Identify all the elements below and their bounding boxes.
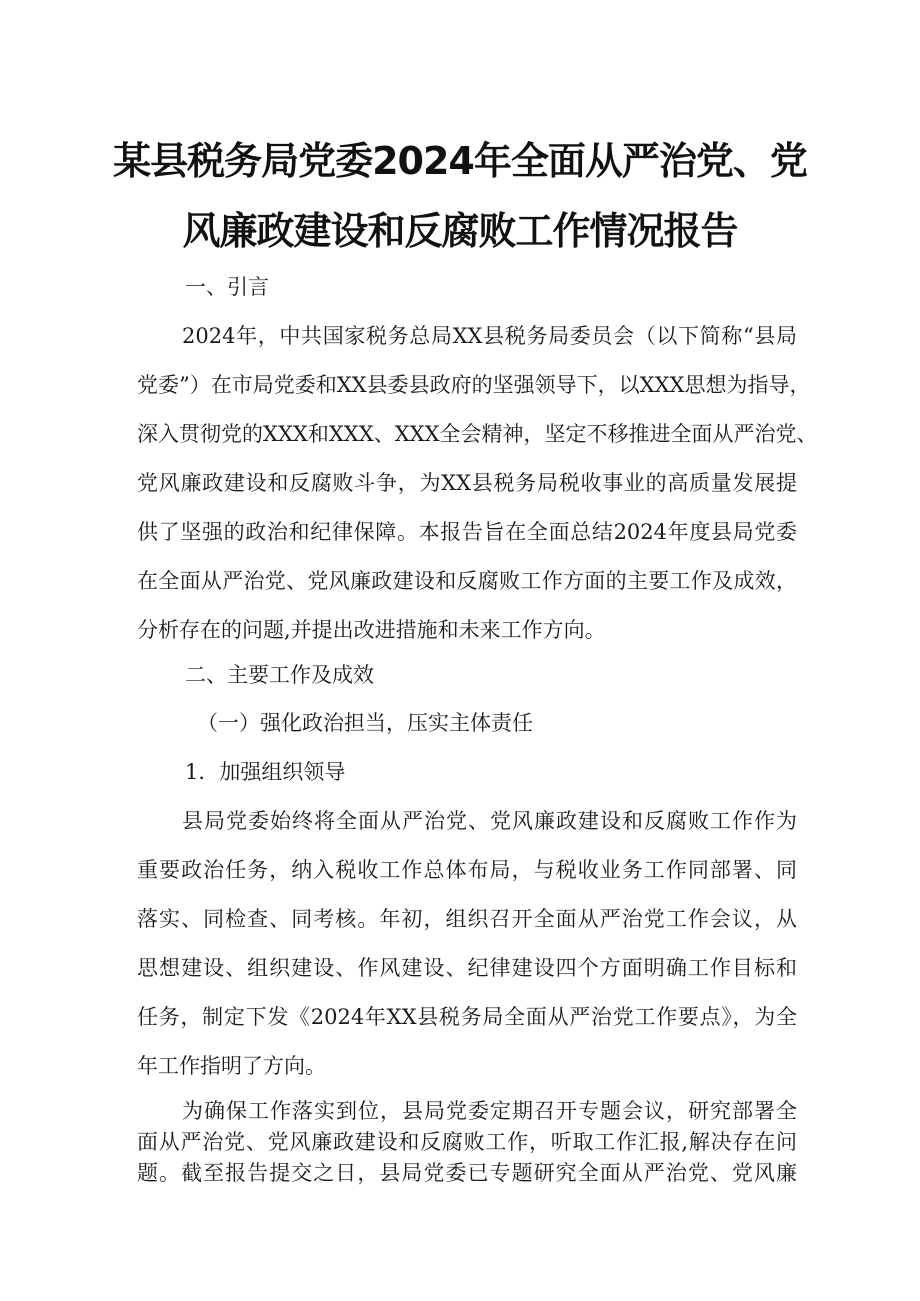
paragraph-line: 2024年，中共国家税务总局XX县税务局委员会（以下简称“县局 [182, 324, 797, 348]
paragraph-line: 思想建设、组织建设、作风建设、纪律建设四个方面明确工作目标和 [137, 956, 797, 980]
section-heading-introduction: 一、引言 [185, 275, 269, 299]
paragraph-line: 题。截至报告提交之日，县局党委已专题研究全面从严治党、党风廉 [137, 1161, 797, 1185]
document-title-line-2: 风廉政建设和反腐败工作情况报告 [182, 209, 738, 253]
paragraph-line: 重要政治任务，纳入税收工作总体布局，与税收业务工作同部署、同 [137, 858, 797, 882]
paragraph-line: 年工作指明了方向。 [137, 1054, 326, 1078]
paragraph-organization-leadership [137, 797, 797, 1091]
subsection-heading-political-responsibility: （一）强化政治担当，压实主体责任 [197, 711, 533, 735]
paragraph-line: 党委”）在市局党委和XX县委县政府的坚强领导下，以XXX思想为指导， [137, 373, 811, 397]
document-title-line-1: 某县税务局党委2024年全面从严治党、党 [113, 139, 807, 183]
paragraph-line: 党风廉政建设和反腐败斗争，为XX县税务局税收事业的高质量发展提 [137, 471, 797, 495]
paragraph-line: 深入贯彻党的XXX和XXX、XXX全会精神，坚定不移推进全面从严治党、 [137, 422, 818, 446]
item-heading-organization-leadership: 1．加强组织领导 [185, 760, 346, 784]
intro-paragraph [137, 312, 818, 655]
paragraph-line: 面从严治党、党风廉政建设和反腐败工作，听取工作汇报,解决存在问 [137, 1130, 797, 1154]
paragraph-line: 落实、同检查、同考核。年初，组织召开全面从严治党工作会议，从 [137, 907, 797, 931]
paragraph-line: 在全面从严治党、党风廉政建设和反腐败工作方面的主要工作及成效， [137, 569, 797, 593]
paragraph-line: 为确保工作落实到位，县局党委定期召开专题会议，研究部署全 [182, 1099, 797, 1123]
paragraph-line: 分析存在的问题,并提出改进措施和未来工作方向。 [137, 618, 606, 642]
paragraph-line: 供了坚强的政治和纪律保障。本报告旨在全面总结2024年度县局党委 [137, 520, 797, 544]
paragraph-implementation [137, 1096, 797, 1189]
paragraph-line: 任务，制定下发《2024年XX县税务局全面从严治党工作要点》，为全 [137, 1005, 797, 1029]
paragraph-line: 县局党委始终将全面从严治党、党风廉政建设和反腐败工作作为 [182, 809, 797, 833]
section-heading-main-work: 二、主要工作及成效 [185, 663, 374, 687]
